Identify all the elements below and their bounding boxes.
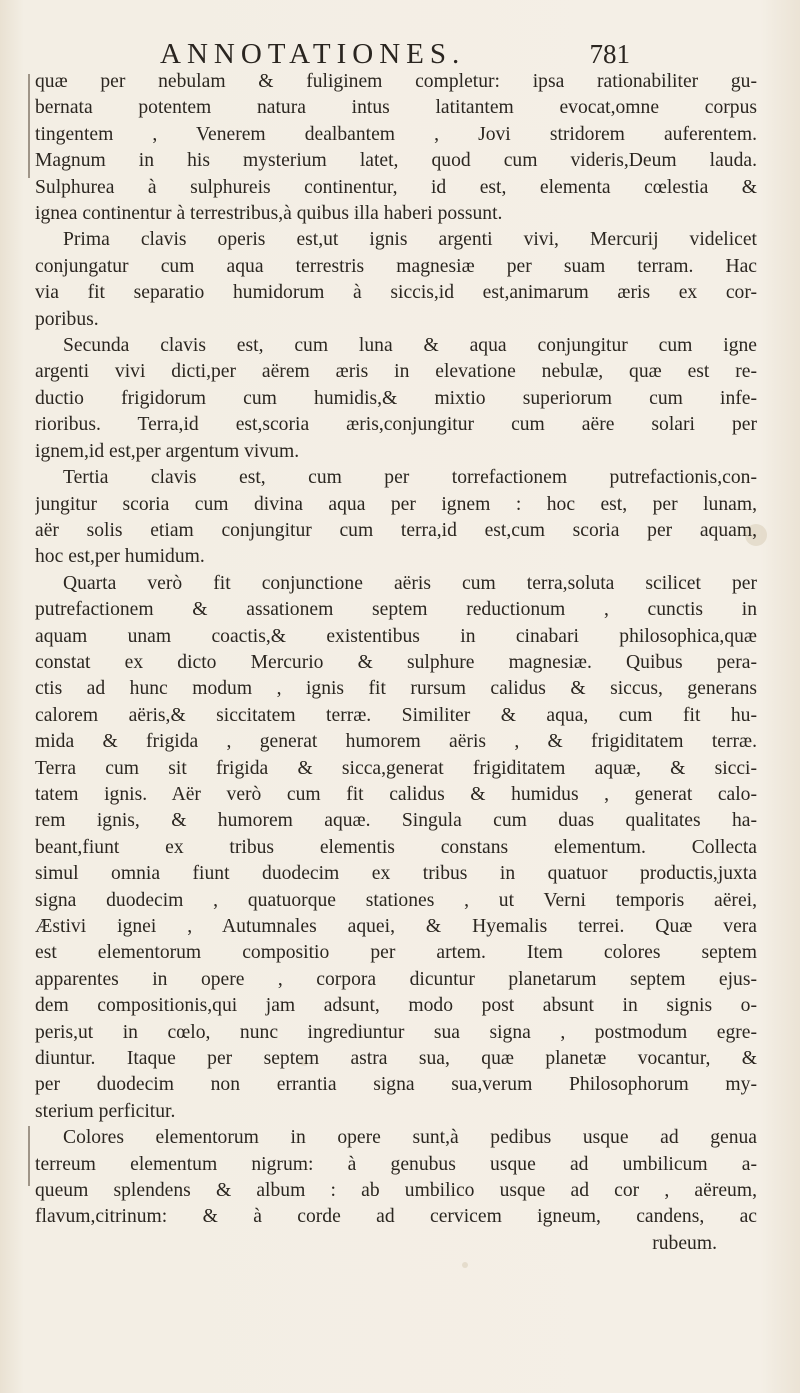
- text-line: Quarta verò fit conjunctione aëris cum terra,soluta scilicet per: [63, 572, 757, 594]
- text-line: diuntur. Itaque per septem astra sua, quæ planetæ vocantur, &: [35, 1048, 757, 1070]
- text-line: signa duodecim , quatuorque stationes , ut Verni temporis aërei,: [35, 889, 757, 911]
- text-line: Sulphurea à sulphureis continentur, id est, elementa cœlestia &: [35, 176, 757, 198]
- text-line: Terra cum sit frigida & sicca,generat frigiditatem aquæ, & sicci-: [35, 757, 757, 779]
- margin-rule: [28, 1126, 30, 1186]
- text-line: ctis ad hunc modum , ignis fit rursum calidus & siccus, generans: [35, 678, 757, 700]
- page-number: 781: [589, 39, 630, 69]
- text-line: argenti vivi dicti,per aërem æris in elevatione nebulæ, quæ est re-: [35, 361, 757, 383]
- text-line: peris,ut in cœlo, nunc ingrediuntur sua signa , postmodum egre-: [35, 1021, 757, 1043]
- text-line: Colores elementorum in opere sunt,à pedibus usque ad genua: [63, 1127, 757, 1149]
- text-line: terreum elementum nigrum: à genubus usque ad umbilicum a-: [35, 1153, 757, 1175]
- text-line: apparentes in opere , corpora dicuntur planetarum septem ejus-: [35, 968, 757, 990]
- text-line: sterium perficitur.: [35, 1100, 176, 1122]
- text-line: rioribus. Terra,id est,scoria æris,conjungitur cum aëre solari per: [35, 414, 757, 436]
- text-line: ductio frigidorum cum humidis,& mixtio superiorum cum infe-: [35, 387, 757, 409]
- text-line: Prima clavis operis est,ut ignis argenti vivi, Mercurij videlicet: [63, 229, 757, 251]
- text-line: rem ignis, & humorem aquæ. Singula cum duas qualitates ha-: [35, 810, 757, 832]
- text-line: queum splendens & album : ab umbilico usque ad cor , aëreum,: [35, 1180, 757, 1202]
- text-line: constat ex dicto Mercurio & sulphure magnesiæ. Quibus pera-: [35, 651, 757, 673]
- running-title: ANNOTATIONES.: [160, 38, 466, 70]
- text-line: conjungatur cum aqua terrestris magnesiæ per suam terram. Hac: [35, 255, 757, 277]
- text-line: tingentem , Venerem dealbantem , Jovi stridorem auferentem.: [35, 123, 757, 145]
- text-line: calorem aëris,& siccitatem terræ. Similiter & aqua, cum fit hu-: [35, 704, 757, 726]
- text-line: mida & frigida , generat humorem aëris , & frigiditatem terræ.: [35, 731, 757, 753]
- text-line: beant,fiunt ex tribus elementis constans elementum. Collecta: [35, 836, 757, 858]
- page-header: [160, 38, 630, 71]
- text-line: ignea continentur à terrestribus,à quibus illa haberi possunt.: [35, 203, 503, 225]
- text-line: per duodecim non errantia signa sua,verum Philosophorum my-: [35, 1074, 757, 1096]
- text-line: dem compositionis,qui jam adsunt, modo post absunt in signis o-: [35, 995, 757, 1017]
- text-line: Magnum in his mysterium latet, quod cum videris,Deum lauda.: [35, 150, 757, 172]
- text-line: poribus.: [35, 308, 99, 330]
- margin-rule: [28, 74, 30, 178]
- text-line: bernata potentem natura intus latitantem evocat,omne corpus: [35, 97, 757, 119]
- text-line: simul omnia fiunt duodecim ex tribus in quatuor productis,juxta: [35, 863, 757, 885]
- text-line: ignem,id est,per argentum vivum.: [35, 440, 300, 462]
- text-line: aquam unam coactis,& existentibus in cinabari philosophica,quæ: [35, 625, 757, 647]
- text-line: putrefactionem & assationem septem reductionum , cunctis in: [35, 599, 757, 621]
- text-line: hoc est,per humidum.: [35, 546, 205, 568]
- text-line: via fit separatio humidorum à siccis,id est,animarum æris ex cor-: [35, 282, 757, 304]
- text-line: Secunda clavis est, cum luna & aqua conjungitur cum igne: [63, 335, 757, 357]
- text-line: tatem ignis. Aër verò cum fit calidus & humidus , generat calo-: [35, 783, 757, 805]
- text-line: quæ per nebulam & fuliginem completur: ipsa rationabiliter gu-: [35, 71, 757, 92]
- text-line: rubeum.: [652, 1232, 717, 1254]
- text-line: jungitur scoria cum divina aqua per ignem : hoc est, per lunam,: [35, 493, 757, 515]
- paper-stain: [462, 1262, 468, 1268]
- text-line: Æstivi ignei , Autumnales aquei, & Hyemalis terrei. Quæ vera: [35, 916, 757, 937]
- body-text: [35, 69, 757, 1257]
- text-line: flavum,citrinum: & à corde ad cervicem igneum, candens, ac: [35, 1206, 757, 1228]
- text-line: Tertia clavis est, cum per torrefactionem putrefactionis,con-: [63, 467, 757, 489]
- text-line: aër solis etiam conjungitur cum terra,id est,cum scoria per aquam,: [35, 519, 757, 541]
- text-line: est elementorum compositio per artem. Item colores septem: [35, 942, 757, 964]
